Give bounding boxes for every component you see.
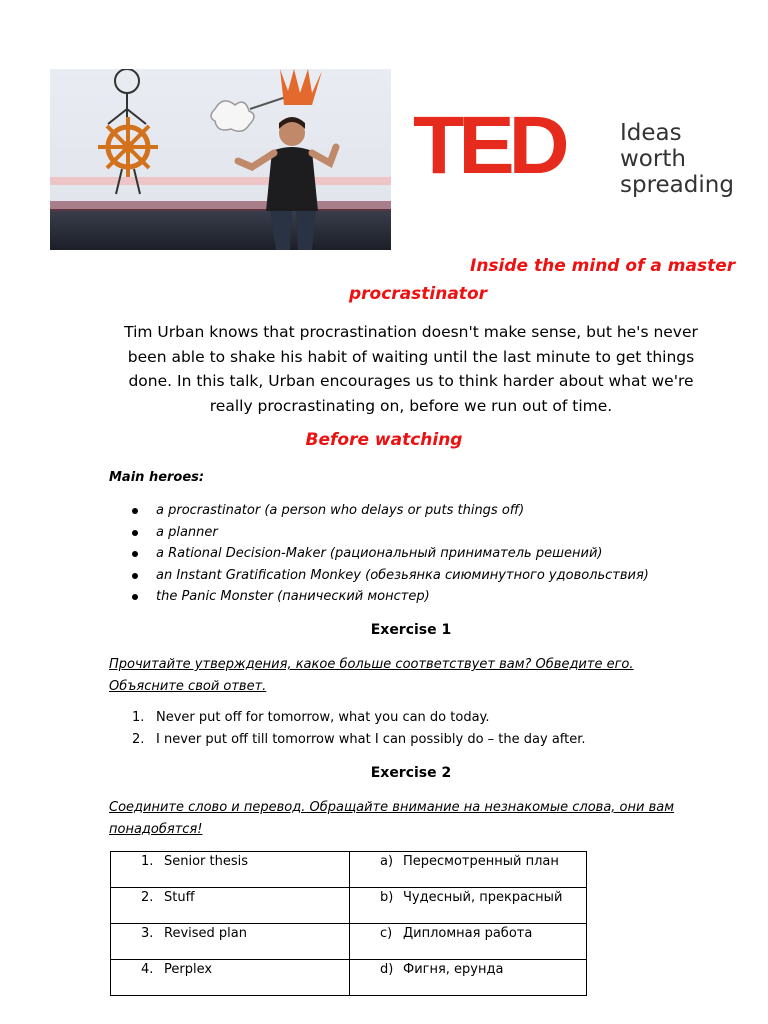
word-cell: Stuff — [164, 890, 195, 905]
bullet-icon — [132, 551, 138, 557]
bullet-icon — [132, 530, 138, 536]
heroes-list — [130, 500, 649, 608]
word-cell: Revised plan — [164, 926, 247, 941]
list-item: a planner — [130, 522, 649, 544]
bullet-icon — [132, 508, 138, 514]
main-heroes-label: Main heroes: — [109, 470, 205, 485]
bullet-icon — [132, 594, 138, 600]
translation-cell: Дипломная работа — [403, 926, 533, 941]
exercise-1-title: Exercise 1 — [370, 622, 452, 638]
word-cell: Perplex — [164, 962, 213, 977]
list-item: a Rational Decision-Maker (рациональный приниматель решений) — [130, 543, 649, 565]
talk-title-line-2: procrastinator — [349, 284, 488, 304]
translation-cell: Фигня, ерунда — [403, 962, 504, 977]
talk-photo — [50, 69, 391, 250]
list-item: an Instant Gratification Monkey (обезьянка сиюминутного удовольствия) — [130, 565, 649, 587]
exercise-2-instruction: Соедините слово и перевод. Обращайте внимание на незнакомые слова, они вам понадобятся! — [109, 800, 675, 837]
table-row: 2. Stuff b) Чудесный, прекрасный — [111, 888, 587, 924]
list-item: the Panic Monster (панический монстер) — [130, 586, 649, 608]
tagline-line-2: spreading — [620, 172, 734, 198]
exercise-2-title: Exercise 2 — [370, 765, 452, 781]
list-item: a procrastinator (a person who delays or puts things off) — [130, 500, 649, 522]
ted-tagline — [620, 120, 753, 198]
exercise-1-instruction: Прочитайте утверждения, какое больше соответствует вам? Обведите его. Объясните свой ответ. — [109, 657, 634, 694]
ted-logo — [413, 100, 753, 198]
exercise-1-statements — [132, 707, 586, 750]
list-item: 2. I never put off till tomorrow what I can possibly do – the day after. — [132, 731, 586, 747]
section-heading-before-watching: Before watching — [305, 430, 463, 450]
translation-cell: Пересмотренный план — [403, 854, 559, 869]
intro-paragraph: Tim Urban knows that procrastination doesn't make sense, but he's never been able to shake his habit of waiting until the last minute to get things done. In this talk, Urban encourages us to think harder about what we're really procrastinating on, before we run out of time. — [124, 323, 698, 415]
word-cell: Senior thesis — [164, 854, 249, 869]
list-item: 1. Never put off for tomorrow, what you can do today. — [132, 710, 490, 725]
matching-table — [110, 851, 587, 996]
talk-title-line-1: Inside the mind of a master — [470, 256, 736, 276]
translation-cell: Чудесный, прекрасный — [403, 890, 563, 905]
table-row: 3. Revised plan c) Дипломная работа — [111, 924, 587, 960]
ted-wordmark: TED — [413, 100, 564, 191]
table-row: 4. Perplex d) Фигня, ерунда — [111, 960, 587, 996]
table-row: 1. Senior thesis a) Пересмотренный план — [111, 852, 587, 888]
tagline-line-1: Ideas worth — [620, 120, 686, 172]
bullet-icon — [132, 573, 138, 579]
